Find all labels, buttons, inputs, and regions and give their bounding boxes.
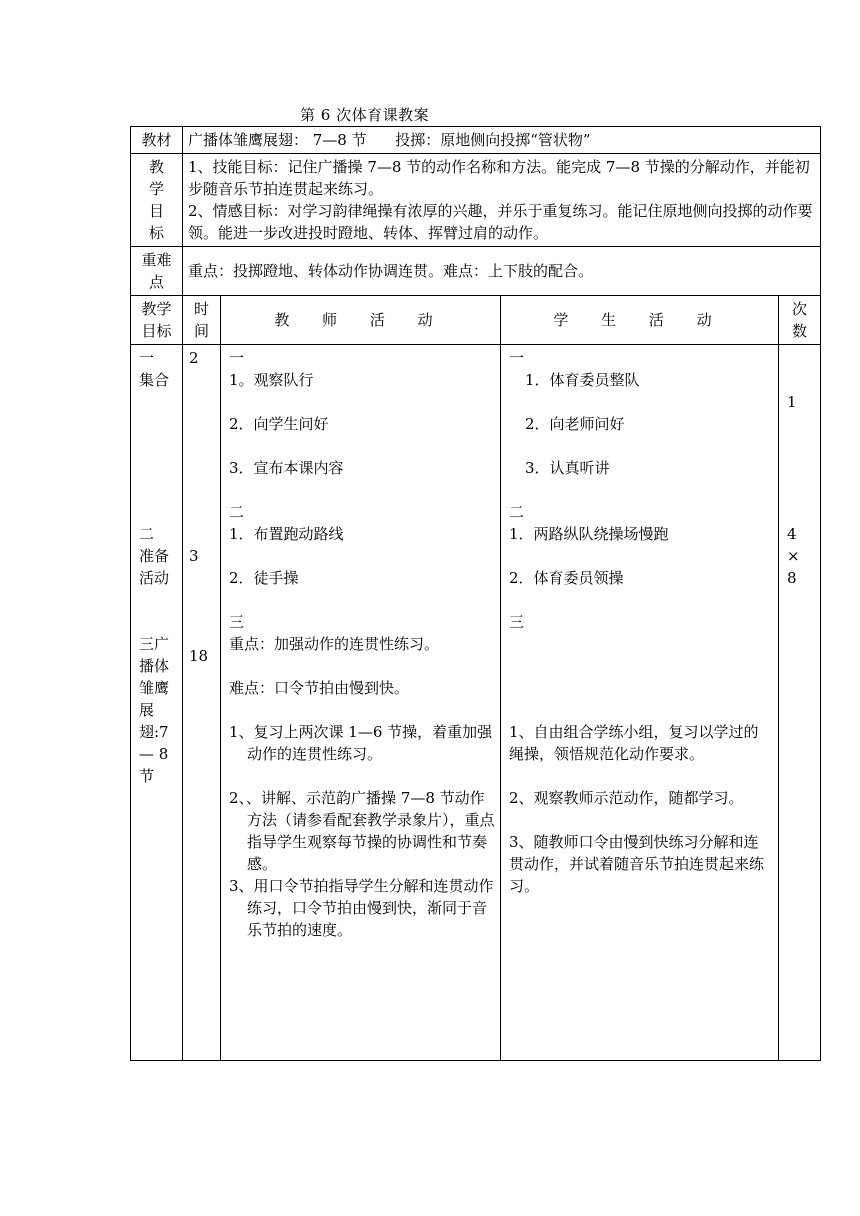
header-time: 时 间: [183, 296, 221, 345]
goals-label: 教 学 目 标: [131, 154, 183, 247]
material-content: 广播体雏鹰展翅： 7—8 节 投掷：原地侧向投掷“管状物”: [183, 127, 821, 154]
goal-column: 一 集合 二 准备 活动 三广 播体 雏鹰 展 翅:7 — 8 节: [131, 345, 183, 1061]
body-row: [131, 345, 821, 1061]
emotion-goal: 2、情感目标：对学习韵律绳操有浓厚的兴趣，并乐于重复练习。能记住原地侧向投掷的动作要领。能进一步改进投时蹬地、转体、挥臂过肩的动作。: [188, 202, 813, 242]
skill-goal: 1、技能目标：记住广播操 7—8 节的动作名称和方法。能完成 7—8 节操的分解动作，并能初步随音乐节拍连贯起来练习。: [188, 158, 810, 198]
difficulty-label: 重难 点: [131, 247, 183, 296]
header-goal: 教学 目标: [131, 296, 183, 345]
student-column: 一 1．体育委员整队 2．向老师问好 3．认真听讲 二 1．两路纵队绕操场慢跑 2．体育委员领操 三 1、自由组合学练小组，复习以学过的绳操，领悟规范化动作要求。 2、观察教师示范动作，随都学习。 3、随教师口令由慢到快练习分解和连贯动作，并试着随音乐节拍连贯起来练习。: [501, 345, 779, 1061]
page-title: 第 6 次体育课教案: [300, 106, 430, 124]
lesson-plan-table: [130, 126, 821, 1061]
difficulty-content: 重点：投掷蹬地、转体动作协调连贯。难点：上下肢的配合。: [183, 247, 821, 296]
header-row: [131, 296, 821, 345]
header-teacher: 教 师 活 动: [221, 296, 501, 345]
header-count: 次 数: [779, 296, 821, 345]
difficulty-row: [131, 247, 821, 296]
time-column: 2 3 18: [183, 345, 221, 1061]
goals-row: [131, 154, 821, 247]
material-row: [131, 127, 821, 154]
goals-content: [183, 154, 821, 247]
material-label: 教材: [131, 127, 183, 154]
header-student: 学 生 活 动: [501, 296, 779, 345]
teacher-column: 一 1。观察队行 2．向学生问好 3．宣布本课内容 二 1．布置跑动路线 2．徒手操 三 重点：加强动作的连贯性练习。 难点：口令节拍由慢到快。 1、复习上两次课 1—6 节操，着重加强动作的连贯性练习。 2、、讲解、示范韵广播操 7—8 节动作方法（请参看配套教学录象片），重点指导学生观察每节操的协调性和节奏感。 3、用口令节拍指导学生分解和连贯动作练习，口令节拍由慢到快，渐同于音乐节拍的速度。: [221, 345, 501, 1061]
count-column: 1 4 × 8: [779, 345, 821, 1061]
